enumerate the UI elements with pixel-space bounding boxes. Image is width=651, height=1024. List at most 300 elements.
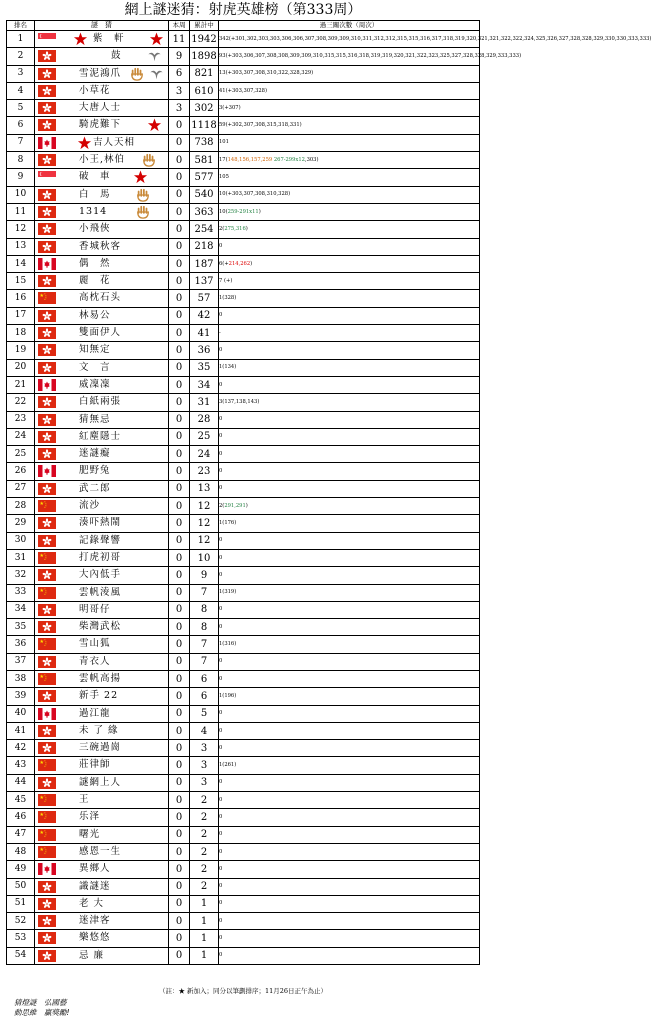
week-score-cell: 0	[169, 186, 190, 203]
detail-cell	[219, 757, 480, 774]
rank-cell: 39	[7, 688, 35, 705]
player-name: 威凜凜	[79, 378, 111, 390]
svg-text:★: ★	[44, 299, 46, 302]
total-score-cell: 610	[190, 82, 219, 99]
name-cell	[35, 861, 169, 878]
table-row	[7, 826, 480, 843]
table-row	[7, 843, 480, 860]
table-row	[7, 722, 480, 739]
detail-cell	[219, 446, 480, 463]
detail-text: 3(+307)	[219, 104, 241, 111]
name-cell	[35, 342, 169, 359]
detail-text: 0	[219, 917, 223, 924]
svg-text:★: ★	[44, 795, 46, 798]
total-score-cell: 218	[190, 238, 219, 255]
svg-text:★: ★	[45, 678, 47, 681]
table-row	[7, 705, 480, 722]
hong-kong-flag-icon	[38, 85, 56, 97]
table-row	[7, 757, 480, 774]
table-row	[7, 376, 480, 393]
total-score-cell: 1942	[190, 31, 219, 48]
rank-cell: 38	[7, 670, 35, 687]
singapore-flag-icon	[38, 171, 56, 183]
name-cell	[35, 843, 169, 860]
player-name: 雲帆淩風	[79, 586, 122, 598]
china-flag-icon	[38, 759, 56, 771]
svg-text:★: ★	[39, 760, 44, 767]
week-score-cell: 0	[169, 117, 190, 134]
name-cell	[35, 688, 169, 705]
detail-cell	[219, 203, 480, 220]
rank-cell: 31	[7, 549, 35, 566]
name-cell	[35, 394, 169, 411]
table-row	[7, 394, 480, 411]
hong-kong-flag-icon	[38, 621, 56, 633]
name-cell	[35, 809, 169, 826]
rank-cell: 17	[7, 307, 35, 324]
svg-text:★: ★	[44, 674, 46, 677]
detail-text: 1(261)	[219, 762, 237, 769]
header-detail: 過三關次數（周次）	[219, 21, 480, 31]
player-name: 王	[79, 794, 90, 806]
svg-text:★: ★	[45, 816, 47, 819]
name-cell	[35, 273, 169, 290]
name-cell	[35, 532, 169, 549]
rank-cell: 15	[7, 273, 35, 290]
hong-kong-flag-icon	[38, 102, 56, 114]
total-score-cell: 1	[190, 930, 219, 947]
detail-cell	[219, 619, 480, 636]
hong-kong-flag-icon	[38, 898, 56, 910]
name-cell	[35, 31, 169, 48]
player-name: 迷謎癡	[79, 448, 111, 460]
total-score-cell: 23	[190, 463, 219, 480]
detail-cell	[219, 567, 480, 584]
header-total: 累計中	[190, 21, 219, 31]
china-flag-icon	[38, 587, 56, 599]
week-score-cell: 0	[169, 255, 190, 272]
detail-text: 7 (+)	[219, 277, 233, 284]
week-score-cell: 0	[169, 792, 190, 809]
china-flag-icon	[38, 794, 56, 806]
name-cell	[35, 169, 169, 186]
hong-kong-flag-icon	[38, 344, 56, 356]
hong-kong-flag-icon	[38, 950, 56, 962]
svg-text:★: ★	[44, 835, 46, 838]
detail-text: 0	[219, 606, 223, 613]
detail-text: 342(+301,302,303,303,306,306,307,308,309,309,310,311,312,312,315,315,316,317,318,319,320,321,321,322,322,324,325,326,327,328,328,329,330,330,333,333)	[219, 35, 651, 42]
leaderboard-table	[6, 20, 651, 965]
week-score-cell: 0	[169, 930, 190, 947]
total-score-cell: 57	[190, 290, 219, 307]
rank-cell: 45	[7, 792, 35, 809]
rank-cell: 16	[7, 290, 35, 307]
svg-text:★: ★	[44, 766, 46, 769]
player-name: 打虎初哥	[79, 551, 122, 563]
detail-cell	[219, 117, 480, 134]
detail-text: 0	[219, 883, 223, 890]
total-score-cell: 3	[190, 740, 219, 757]
hong-kong-flag-icon	[38, 932, 56, 944]
total-score-cell: 8	[190, 601, 219, 618]
detail-cell	[219, 376, 480, 393]
detail-text: 0	[219, 935, 223, 942]
detail-cell	[219, 670, 480, 687]
hong-kong-flag-icon	[38, 656, 56, 668]
detail-text: 0	[219, 796, 223, 803]
player-name: 1314	[79, 205, 108, 217]
week-score-cell: 0	[169, 809, 190, 826]
rank-cell: 12	[7, 221, 35, 238]
detail-cell	[219, 549, 480, 566]
slogan-line-2: 動思維 贏獎勵!	[14, 1008, 70, 1017]
detail-cell	[219, 584, 480, 601]
hong-kong-flag-icon	[38, 431, 56, 443]
detail-cell	[219, 152, 480, 169]
table-row	[7, 325, 480, 342]
player-name: 未 了 緣	[79, 724, 119, 736]
name-cell	[35, 757, 169, 774]
rank-cell: 18	[7, 325, 35, 342]
table-row	[7, 653, 480, 670]
player-name: 謎網上人	[79, 776, 122, 788]
name-cell	[35, 930, 169, 947]
total-score-cell: 12	[190, 498, 219, 515]
name-cell	[35, 584, 169, 601]
week-score-cell: 0	[169, 238, 190, 255]
china-flag-icon	[38, 811, 56, 823]
name-cell	[35, 186, 169, 203]
rank-cell: 14	[7, 255, 35, 272]
player-name: 小王,林伯	[79, 154, 126, 166]
detail-text: 1(134)	[219, 364, 237, 371]
canada-flag-icon	[38, 379, 56, 391]
detail-cell	[219, 394, 480, 411]
rank-cell: 54	[7, 947, 35, 964]
hong-kong-flag-icon	[38, 535, 56, 547]
player-name: 乐泽	[79, 811, 101, 823]
player-name: 湊吓熱鬧	[79, 517, 122, 529]
table-row	[7, 359, 480, 376]
name-cell	[35, 117, 169, 134]
hong-kong-flag-icon	[38, 119, 56, 131]
total-score-cell: 581	[190, 152, 219, 169]
detail-text: -	[219, 329, 221, 336]
detail-cell	[219, 65, 480, 82]
name-cell	[35, 705, 169, 722]
slogan-line-1: 猜燈謎 弘國藝	[14, 998, 67, 1007]
week-score-cell: 0	[169, 843, 190, 860]
hong-kong-flag-icon	[38, 310, 56, 322]
detail-cell	[219, 861, 480, 878]
canada-flag-icon	[38, 258, 56, 270]
svg-text:★: ★	[39, 587, 44, 594]
detail-cell	[219, 826, 480, 843]
name-cell	[35, 376, 169, 393]
svg-text:★: ★	[44, 645, 46, 648]
table-row	[7, 636, 480, 653]
hong-kong-flag-icon	[38, 777, 56, 789]
total-score-cell: 2	[190, 861, 219, 878]
total-score-cell: 7	[190, 653, 219, 670]
canada-flag-icon	[38, 708, 56, 720]
player-name: 流沙	[79, 500, 101, 512]
detail-text: 1(319)	[219, 589, 237, 596]
total-score-cell: 24	[190, 446, 219, 463]
player-name: 大內低手	[79, 569, 122, 581]
player-name: 騎虎難下	[79, 119, 122, 131]
rank-cell: 42	[7, 740, 35, 757]
name-cell	[35, 480, 169, 497]
total-score-cell: 41	[190, 325, 219, 342]
svg-text:★: ★	[44, 812, 46, 815]
detail-cell	[219, 307, 480, 324]
detail-cell	[219, 359, 480, 376]
player-name: 雪泥鴻爪	[79, 67, 122, 79]
total-score-cell: 13	[190, 480, 219, 497]
rank-cell: 30	[7, 532, 35, 549]
hong-kong-flag-icon	[38, 241, 56, 253]
table-row	[7, 895, 480, 912]
detail-text: 0	[219, 468, 223, 475]
detail-cell	[219, 636, 480, 653]
svg-text:★: ★	[44, 558, 46, 561]
total-score-cell: 137	[190, 273, 219, 290]
week-score-cell: 0	[169, 411, 190, 428]
detail-cell	[219, 895, 480, 912]
player-name: 老 大	[79, 897, 105, 909]
week-score-cell: 0	[169, 705, 190, 722]
total-score-cell: 1	[190, 947, 219, 964]
svg-text:★: ★	[39, 829, 44, 836]
table-row	[7, 342, 480, 359]
detail-text: 0	[219, 381, 223, 388]
red-star-icon	[73, 32, 88, 46]
rank-cell: 28	[7, 498, 35, 515]
table-row	[7, 688, 480, 705]
table-row	[7, 255, 480, 272]
name-cell	[35, 255, 169, 272]
detail-text: 41(+303,307,328)	[219, 87, 267, 94]
table-row	[7, 82, 480, 99]
week-score-cell: 0	[169, 619, 190, 636]
svg-text:★: ★	[45, 797, 47, 800]
svg-text:★: ★	[45, 297, 47, 300]
name-cell	[35, 82, 169, 99]
total-score-cell: 8	[190, 619, 219, 636]
name-cell	[35, 740, 169, 757]
player-name: 識謎迷	[79, 880, 111, 892]
table-row	[7, 619, 480, 636]
player-name: 明哥仔	[79, 603, 111, 615]
detail-cell	[219, 792, 480, 809]
week-score-cell: 0	[169, 532, 190, 549]
detail-text: 1(196)	[219, 692, 237, 699]
week-score-cell: 0	[169, 895, 190, 912]
hong-kong-flag-icon	[38, 881, 56, 893]
detail-cell	[219, 601, 480, 618]
canada-flag-icon	[38, 465, 56, 477]
table-header-row	[7, 21, 480, 31]
table-row	[7, 774, 480, 791]
hand-icon	[141, 153, 157, 167]
table-row	[7, 428, 480, 445]
week-score-cell: 0	[169, 878, 190, 895]
total-score-cell: 3	[190, 774, 219, 791]
name-cell	[35, 100, 169, 117]
name-cell	[35, 428, 169, 445]
week-score-cell: 0	[169, 169, 190, 186]
rank-cell: 49	[7, 861, 35, 878]
detail-text: 0	[219, 814, 223, 820]
svg-text:★: ★	[44, 588, 46, 591]
week-score-cell: 0	[169, 636, 190, 653]
svg-text:★: ★	[44, 847, 46, 850]
table-row	[7, 134, 480, 151]
player-name: 莊律師	[79, 759, 111, 771]
table-row	[7, 238, 480, 255]
name-cell	[35, 463, 169, 480]
player-name: 吉人天相	[93, 136, 136, 148]
week-score-cell: 0	[169, 549, 190, 566]
week-score-cell: 9	[169, 48, 190, 65]
player-name: 過江龍	[79, 707, 111, 719]
detail-cell	[219, 722, 480, 739]
svg-text:★: ★	[44, 852, 46, 855]
hong-kong-flag-icon	[38, 742, 56, 754]
bird-icon	[149, 67, 164, 81]
week-score-cell: 0	[169, 290, 190, 307]
name-cell	[35, 601, 169, 618]
player-name: 紫 軒	[93, 33, 125, 44]
name-cell	[35, 134, 169, 151]
total-score-cell: 3	[190, 757, 219, 774]
detail-text: 0	[219, 865, 223, 872]
svg-text:★: ★	[44, 801, 46, 804]
table-row	[7, 169, 480, 186]
detail-cell	[219, 31, 651, 48]
total-score-cell: 31	[190, 394, 219, 411]
rank-cell: 41	[7, 722, 35, 739]
detail-cell	[219, 169, 480, 186]
svg-text:★: ★	[45, 799, 47, 802]
header-week: 本周	[169, 21, 190, 31]
total-score-cell: 35	[190, 359, 219, 376]
svg-text:★: ★	[44, 679, 46, 682]
footnote: （註：★ 新加入；同分以筆劃排序；11月26日正午為止）	[158, 987, 328, 995]
total-score-cell: 34	[190, 376, 219, 393]
total-score-cell: 2	[190, 826, 219, 843]
hand-icon	[129, 67, 145, 81]
player-name: 柴灣武松	[79, 621, 122, 633]
china-flag-icon	[38, 673, 56, 685]
rank-cell: 11	[7, 203, 35, 220]
week-score-cell: 0	[169, 446, 190, 463]
rank-cell: 8	[7, 152, 35, 169]
detail-text: 0	[219, 450, 223, 457]
week-score-cell: 0	[169, 601, 190, 618]
name-cell	[35, 826, 169, 843]
player-name: 樂悠悠	[79, 932, 111, 944]
total-score-cell: 2	[190, 878, 219, 895]
red-star-icon	[77, 136, 92, 150]
svg-text:★: ★	[44, 593, 46, 596]
svg-text:★: ★	[45, 591, 47, 594]
page-title: 網上謎迷猜：射虎英雄榜（第333周）	[124, 2, 362, 18]
detail-text: 59(+302,307,308,315,318,331)	[219, 122, 302, 129]
week-score-cell: 0	[169, 394, 190, 411]
rank-cell: 47	[7, 826, 35, 843]
rank-cell: 29	[7, 515, 35, 532]
detail-cell	[219, 653, 480, 670]
detail-text: 0	[219, 571, 223, 578]
rank-cell: 2	[7, 48, 35, 65]
hong-kong-flag-icon	[38, 517, 56, 529]
rank-cell: 6	[7, 117, 35, 134]
svg-text:★: ★	[45, 832, 47, 835]
week-score-cell: 0	[169, 359, 190, 376]
svg-text:★: ★	[39, 639, 44, 646]
table-row	[7, 273, 480, 290]
total-score-cell: 6	[190, 688, 219, 705]
svg-text:★: ★	[45, 641, 47, 644]
svg-text:★: ★	[45, 295, 47, 298]
rank-cell: 32	[7, 567, 35, 584]
detail-text: 17(148,156,157,259 267-299x12,303)	[219, 156, 319, 163]
total-score-cell: 821	[190, 65, 219, 82]
hong-kong-flag-icon	[38, 396, 56, 408]
hong-kong-flag-icon	[38, 915, 56, 927]
week-score-cell: 0	[169, 342, 190, 359]
table-row	[7, 515, 480, 532]
hong-kong-flag-icon	[38, 154, 56, 166]
table-row	[7, 913, 480, 930]
svg-text:★: ★	[45, 589, 47, 592]
rank-cell: 53	[7, 930, 35, 947]
week-score-cell: 0	[169, 826, 190, 843]
week-score-cell: 0	[169, 325, 190, 342]
name-cell	[35, 152, 169, 169]
player-name: 肥野兔	[79, 465, 111, 477]
total-score-cell: 1118	[190, 117, 219, 134]
detail-cell	[219, 463, 480, 480]
svg-text:★: ★	[44, 294, 46, 297]
total-score-cell: 28	[190, 411, 219, 428]
name-cell	[35, 653, 169, 670]
name-cell	[35, 636, 169, 653]
hong-kong-flag-icon	[38, 362, 56, 374]
rank-cell: 19	[7, 342, 35, 359]
player-name: 感恩一生	[79, 845, 122, 857]
rank-cell: 22	[7, 394, 35, 411]
table-row	[7, 809, 480, 826]
table-row	[7, 411, 480, 428]
detail-text: 0	[219, 900, 223, 907]
detail-text: 105	[219, 174, 229, 181]
week-score-cell: 0	[169, 134, 190, 151]
rank-cell: 1	[7, 31, 35, 48]
table-row	[7, 307, 480, 324]
svg-text:★: ★	[39, 812, 44, 819]
hong-kong-flag-icon	[38, 223, 56, 235]
player-name: 雲帆高揚	[79, 672, 122, 684]
detail-text: 13(+303,307,308,310,322,328,329)	[219, 70, 314, 77]
detail-text: 0	[219, 243, 223, 250]
detail-cell	[219, 48, 522, 65]
detail-cell	[219, 100, 480, 117]
player-name: 白 馬	[79, 188, 111, 200]
table-row	[7, 480, 480, 497]
